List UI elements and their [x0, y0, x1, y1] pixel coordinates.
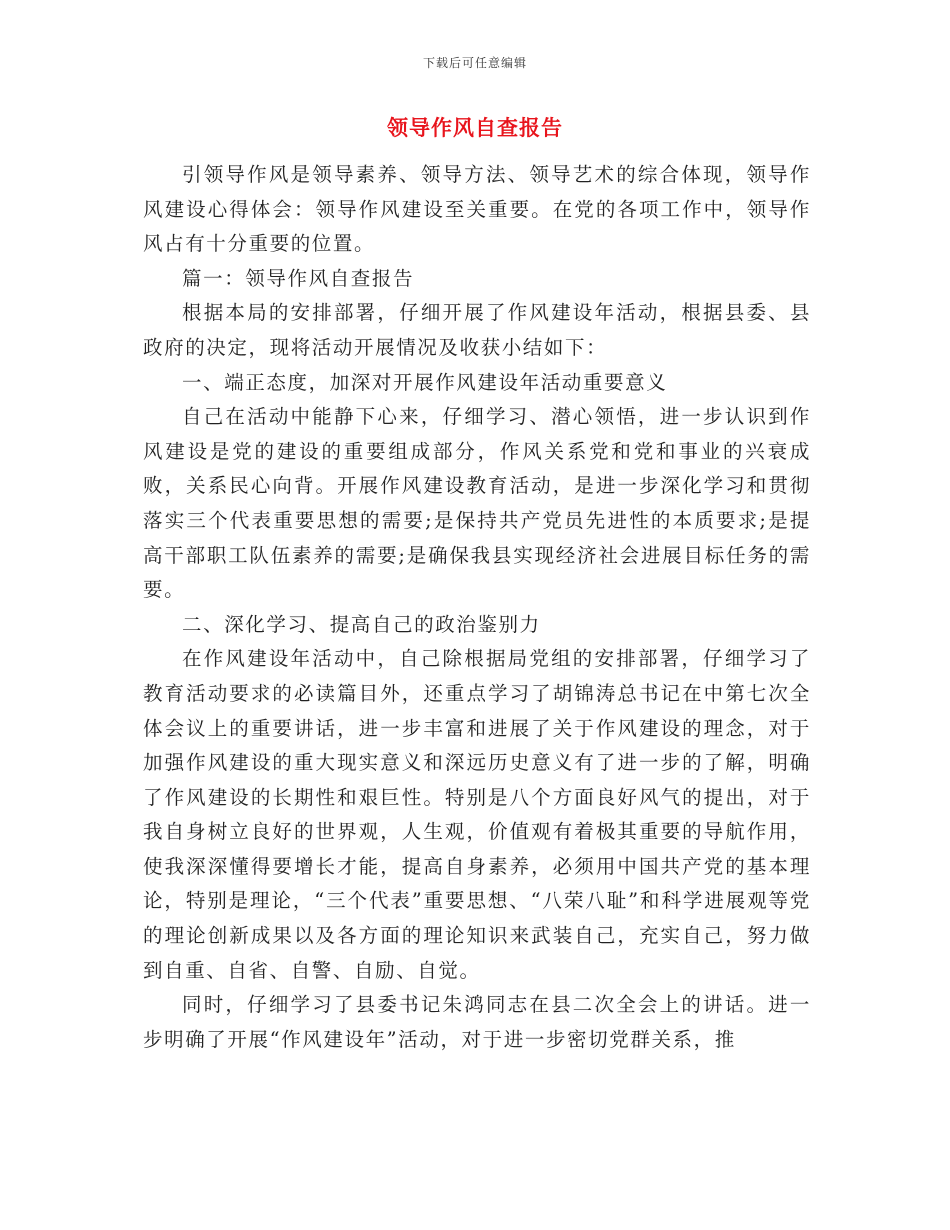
- paragraph-meanwhile: 同时，仔细学习了县委书记朱鸿同志在县二次全会上的讲话。进一步明确了开展“作风建设年”活动，对于进一步密切党群关系，推: [143, 993, 811, 1051]
- paragraph-intro: 引领导作风是领导素养、领导方法、领导艺术的综合体现，领导作风建设心得体会：领导作风建设至关重要。在党的各项工作中，领导作风占有十分重要的位置。: [143, 163, 811, 256]
- paragraph-part-one-heading: 篇一：领导作风自查报告: [182, 266, 415, 290]
- document-title: 领导作风自查报告: [387, 115, 563, 140]
- paragraph-section-1: 自己在活动中能静下心来，仔细学习、潜心领悟，进一步认识到作风建设是党的建设的重要组成部分，作风关系党和党和事业的兴衰成败，关系民心向背。开展作风建设教育活动，是进一步深化学习和贯彻落实三个代表重要思想的需要;是保持共产党员先进性的本质要求;是提高干部职工队伍素养的需要;是确保我县实现经济社会进展目标任务的需要。: [143, 405, 811, 602]
- paragraph-section-2: 在作风建设年活动中，自己除根据局党组的安排部署，仔细学习了教育活动要求的必读篇目外，还重点学习了胡锦涛总书记在中第七次全体会议上的重要讲话，进一步丰富和进展了关于作风建设的理念，对于加强作风建设的重大现实意义和深远历史意义有了进一步的了解，明确了作风建设的长期性和艰巨性。特别是八个方面良好风气的提出，对于我自身树立良好的世界观，人生观，价值观有着极其重要的导航作用，使我深深懂得要增长才能，提高自身素养，必须用中国共产党的基本理论，特别是理论，“三个代表”重要思想、“八荣八耻”和科学进展观等党的理论创新成果以及各方面的理论知识来武装自己，充实自己，努力做到自重、自省、自警、自励、自觉。: [143, 647, 811, 982]
- document-body: [143, 158, 811, 1057]
- section-heading-2: 二、深化学习、提高自己的政治鉴别力: [182, 612, 541, 636]
- paragraph-overview: 根据本局的安排部署，仔细开展了作风建设年活动，根据县委、县政府的决定，现将活动开展情况及收获小结如下：: [143, 301, 811, 359]
- header-note: 下载后可任意编辑: [422, 56, 527, 70]
- section-heading-1: 一、端正态度，加深对开展作风建设年活动重要意义: [182, 370, 668, 394]
